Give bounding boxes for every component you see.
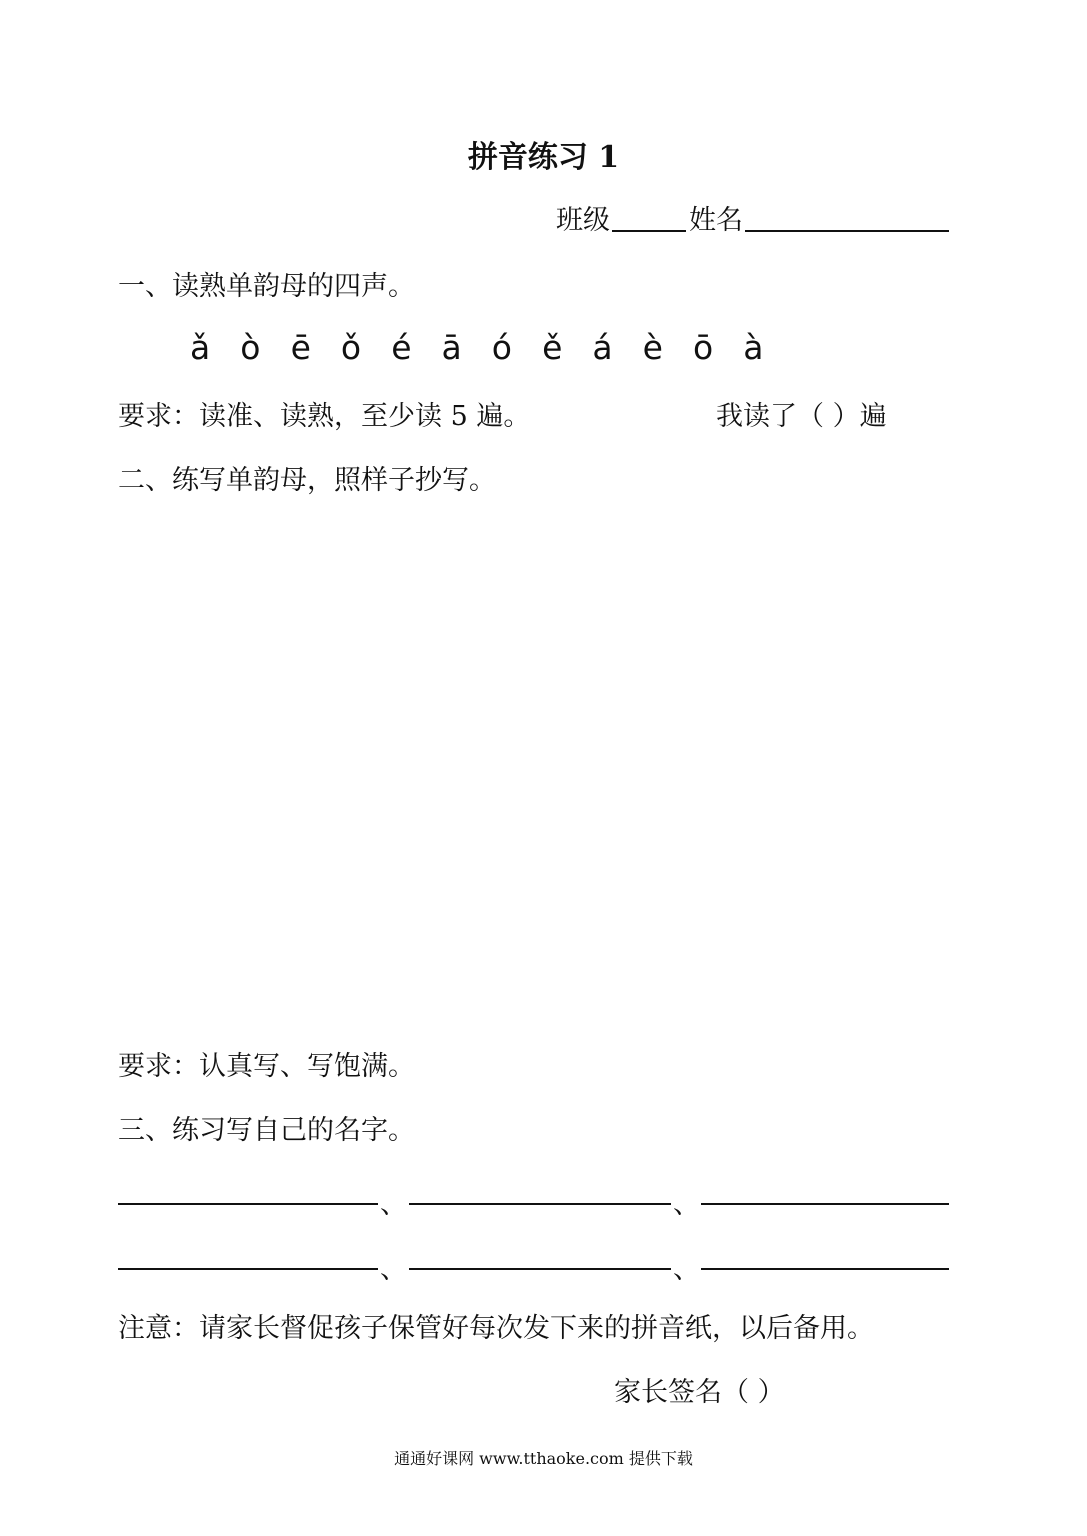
name-line[interactable] [118,1203,378,1205]
pinyin-vowel: è [642,328,663,367]
name-blank[interactable] [745,230,949,232]
writing-practice-area[interactable] [118,500,950,1020]
section1-requirement: 要求：读准、读熟，至少读 5 遍。 [118,401,531,432]
section2-requirement: 要求：认真写、写饱满。 [118,1051,415,1082]
page-title: 拼音练习 1 [467,140,620,175]
separator: 、 [673,1189,700,1220]
pinyin-vowel: ā [441,328,462,367]
name-line[interactable] [118,1268,378,1270]
pinyin-vowel: é [391,328,412,367]
pinyin-vowel: ē [290,328,311,367]
name-line[interactable] [409,1203,671,1205]
class-blank[interactable] [612,230,686,232]
separator: 、 [380,1189,407,1220]
separator: 、 [673,1254,700,1285]
read-count-label: 我读了（ ）遍 [716,401,887,432]
pinyin-vowel: ó [491,328,512,367]
name-line[interactable] [701,1203,949,1205]
pinyin-vowel: á [592,328,613,367]
name-label: 姓名 [689,205,743,236]
pinyin-vowel: ò [240,328,261,367]
footer-credit: 通通好课网 www.tthaoke.com 提供下载 [394,1449,693,1468]
separator: 、 [380,1254,407,1285]
section1-heading: 一、读熟单韵母的四声。 [118,271,415,302]
section3-heading: 三、练习写自己的名字。 [118,1115,415,1146]
name-line[interactable] [409,1268,671,1270]
pinyin-vowel: ě [542,328,563,367]
name-line[interactable] [701,1268,949,1270]
parent-signature[interactable]: 家长签名（ ） [614,1377,785,1408]
pinyin-vowel: ō [692,328,714,367]
section2-heading: 二、练写单韵母，照样子抄写。 [118,465,496,496]
class-label: 班级 [556,205,610,236]
pinyin-vowel: à [743,328,764,367]
pinyin-vowel: ǎ [190,328,211,367]
pinyin-vowel: ǒ [340,328,362,367]
pinyin-row [190,328,794,367]
parent-note: 注意：请家长督促孩子保管好每次发下来的拼音纸，以后备用。 [118,1313,874,1344]
